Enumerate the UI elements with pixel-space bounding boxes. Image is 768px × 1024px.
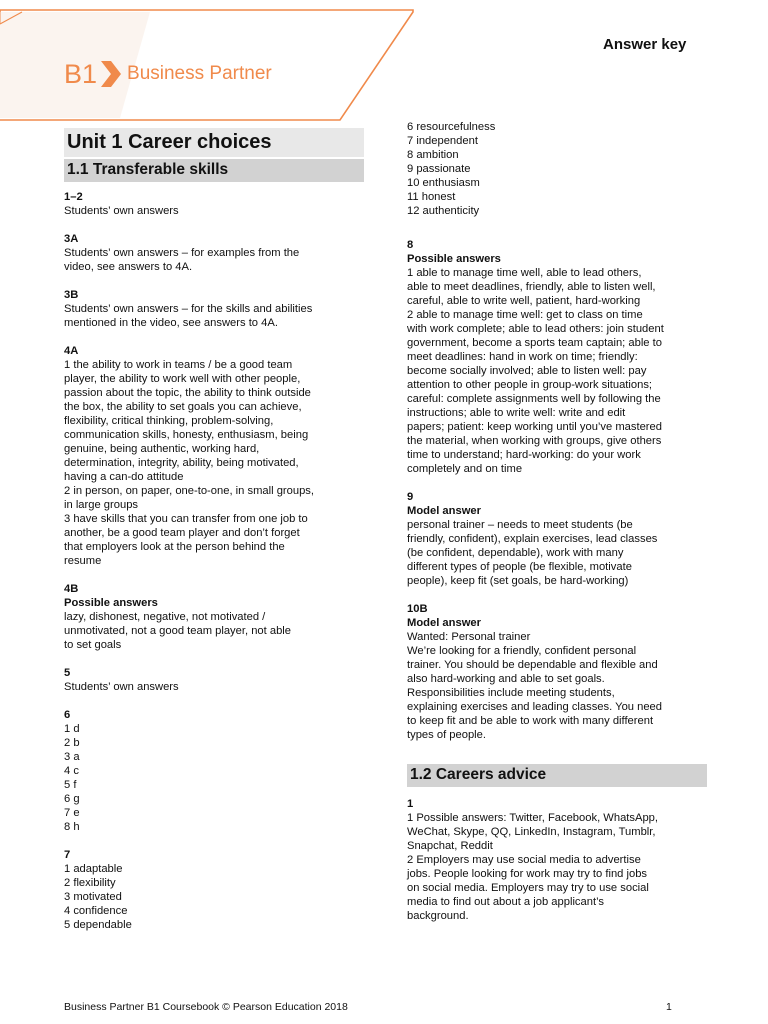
answer-line: 3 have skills that you can transfer from one job to xyxy=(64,513,308,525)
answer-line: Students’ own answers – for the skills and abilities xyxy=(64,303,313,315)
answer-line: 12 authenticity xyxy=(407,205,480,217)
answer-line: 2 Employers may use social media to advertise xyxy=(407,854,641,866)
answer-line: papers; patient: keep working until you’ve mastered xyxy=(407,421,662,433)
answer-number: 4A xyxy=(64,345,79,357)
answer-line: having a can-do attitude xyxy=(64,471,184,483)
answer-number: 4B xyxy=(64,583,79,595)
answer-line: Wanted: Personal trainer xyxy=(407,631,531,643)
answer-block xyxy=(64,232,364,274)
answer-line: 6 g xyxy=(64,793,80,805)
answer-line: player, the ability to work well with other people, xyxy=(64,373,301,385)
left-answer-blocks xyxy=(64,190,364,932)
answer-line: 5 f xyxy=(64,779,77,791)
answer-line: We’re looking for a friendly, confident personal xyxy=(407,645,637,657)
answer-line: 5 dependable xyxy=(64,919,132,931)
doc-type-label: Answer key xyxy=(603,36,687,53)
answer-line: different types of people (be flexible, motivate xyxy=(407,561,632,573)
answer-line: video, see answers to 4A. xyxy=(64,261,193,273)
answer-line: explaining exercises and leading classes. You need xyxy=(407,701,663,713)
answer-block xyxy=(407,238,707,476)
answer-line: government, become a sports team captain; able to xyxy=(407,337,662,349)
answer-line: flexibility, critical thinking, problem-solving, xyxy=(64,415,274,427)
answer-line: types of people. xyxy=(407,729,486,741)
logo-name: Business Partner xyxy=(127,63,272,84)
answer-line: 1 able to manage time well, able to lead others, xyxy=(407,267,642,279)
answer-block xyxy=(64,848,364,932)
answer-number: 3A xyxy=(64,233,79,245)
answer-line: with work complete; able to lead others: join student xyxy=(407,323,664,335)
answer-number: 1 xyxy=(407,798,414,810)
answer-line: in large groups xyxy=(64,499,139,511)
answer-line: Students’ own answers xyxy=(64,681,179,693)
answer-number: 7 xyxy=(64,849,71,861)
answer-line: 9 passionate xyxy=(407,163,471,175)
unit-title: Unit 1 Career choices xyxy=(64,128,364,157)
answer-line: lazy, dishonest, negative, not motivated / xyxy=(64,611,266,623)
answer-block xyxy=(64,288,364,330)
right-answer-blocks xyxy=(407,238,707,742)
right-column xyxy=(407,120,707,923)
answer-line: 2 able to manage time well: get to class on time xyxy=(407,309,643,321)
answer-line: careful, able to write well, patient, hard-working xyxy=(407,295,641,307)
answer-line: mentioned in the video, see answers to 4A. xyxy=(64,317,278,329)
answer-number: 6 xyxy=(64,709,71,721)
answer-number: 10B xyxy=(407,603,428,615)
answer-line: the material, when working with groups, give others xyxy=(407,435,662,447)
answer-line: 7 e xyxy=(64,807,80,819)
answer-line: 1 Possible answers: Twitter, Facebook, WhatsApp, xyxy=(407,812,659,824)
answer-line: passion about the topic, the ability to think outside xyxy=(64,387,311,399)
answer-line: 4 confidence xyxy=(64,905,128,917)
left-column xyxy=(64,128,364,932)
logo-level: B1 xyxy=(64,58,98,89)
answer-number: 1–2 xyxy=(64,191,83,203)
answer-line: 8 ambition xyxy=(407,149,459,161)
answer-number: 3B xyxy=(64,289,79,301)
answer-line: another, be a good team player and don’t forget xyxy=(64,527,300,539)
answer-line: careful: complete assignments well by following the xyxy=(407,393,661,405)
answer-line: WeChat, Skype, QQ, LinkedIn, Instagram, Tumblr, xyxy=(407,826,656,838)
answer-number: 9 xyxy=(407,491,414,503)
answer-line: 7 independent xyxy=(407,135,478,147)
answer-line: become socially involved; able to listen well: pay xyxy=(407,365,647,377)
answer-line: jobs. People looking for work may try to find jobs xyxy=(407,868,648,880)
answer-line: unmotivated, not a good team player, not able xyxy=(64,625,292,637)
answer-block xyxy=(64,708,364,834)
answer-number: 8 xyxy=(407,239,414,251)
answer-line: genuine, being authentic, working hard, xyxy=(64,443,260,455)
answer-line: 4 c xyxy=(64,765,79,777)
answer-line: Snapchat, Reddit xyxy=(407,840,493,852)
answer-block xyxy=(64,190,364,218)
answer-type: Possible answers xyxy=(64,597,158,609)
answer-line: on social media. Employers may try to use social xyxy=(407,882,649,894)
answer-line: time to understand; hard-working: do your work xyxy=(407,449,641,461)
answer-type: Model answer xyxy=(407,617,481,629)
answer-number: 5 xyxy=(64,667,71,679)
answer-block xyxy=(407,490,707,588)
answer-block xyxy=(64,666,364,694)
answer-line: (be confident, dependable), work with many xyxy=(407,547,624,559)
footer-copyright: Business Partner B1 Coursebook © Pearson Education 2018 xyxy=(64,1001,348,1013)
section2-answer-blocks xyxy=(407,797,707,923)
answer-line: 3 a xyxy=(64,751,80,763)
answer-line: to keep fit and be able to work with many different xyxy=(407,715,654,727)
answer-line: determination, integrity, ability, being motivated, xyxy=(64,457,299,469)
answer-line: attention to other people in group-work situations; xyxy=(407,379,653,391)
answer-line: 1 d xyxy=(64,723,80,735)
answer-line: Students’ own answers – for examples from the xyxy=(64,247,300,259)
answer-line: trainer. You should be dependable and flexible and xyxy=(407,659,658,671)
page-number: 1 xyxy=(666,1001,672,1013)
answer-line: background. xyxy=(407,910,469,922)
answer-type: Possible answers xyxy=(407,253,501,265)
answer-line: Students’ own answers xyxy=(64,205,179,217)
answer-line: 1 adaptable xyxy=(64,863,123,875)
answer-line: completely and on time xyxy=(407,463,523,475)
answer-block xyxy=(64,582,364,652)
section-title-1-1: 1.1 Transferable skills xyxy=(64,159,364,182)
section-title-1-2: 1.2 Careers advice xyxy=(407,764,707,787)
answer-line: friendly, confident), explain exercises, lead classes xyxy=(407,533,658,545)
answer-line: resume xyxy=(64,555,102,567)
brand-logo xyxy=(64,54,272,94)
answer-block xyxy=(64,344,364,568)
answer-line: communication skills, honesty, enthusiasm, being xyxy=(64,429,309,441)
answer-line: Responsibilities include meeting students, xyxy=(407,687,615,699)
answer-line: 2 in person, on paper, one-to-one, in small groups, xyxy=(64,485,315,497)
answer-line: also hard-working and able to set goals. xyxy=(407,673,605,685)
answer-line: 10 enthusiasm xyxy=(407,177,480,189)
answer-line: that employers look at the person behind the xyxy=(64,541,285,553)
answer-line: 11 honest xyxy=(407,191,456,203)
answer-line: able to meet deadlines, friendly, able to listen well, xyxy=(407,281,656,293)
answer-line: media to find out about a job applicant’s xyxy=(407,896,604,908)
answer-line: 1 the ability to work in teams / be a good team xyxy=(64,359,293,371)
answer-block xyxy=(407,602,707,742)
answer-line: 8 h xyxy=(64,821,80,833)
answer-line: 2 flexibility xyxy=(64,877,116,889)
chevron-right-icon xyxy=(99,59,123,89)
answer-line: 3 motivated xyxy=(64,891,122,903)
answer-line: 2 b xyxy=(64,737,80,749)
answer-line: the box, the ability to set goals you can achieve, xyxy=(64,401,302,413)
answer-block xyxy=(407,797,707,923)
answer-line: instructions; able to write well: write and edit xyxy=(407,407,626,419)
answer-type: Model answer xyxy=(407,505,481,517)
answer-line: 6 resourcefulness xyxy=(407,121,496,133)
answer-line: to set goals xyxy=(64,639,122,651)
answer-line: meet deadlines: hand in work on time; friendly: xyxy=(407,351,638,363)
answer-line: personal trainer – needs to meet students (be xyxy=(407,519,633,531)
answer-line: people), keep fit (set goals, be hard-working) xyxy=(407,575,629,587)
continued-list xyxy=(407,120,707,218)
